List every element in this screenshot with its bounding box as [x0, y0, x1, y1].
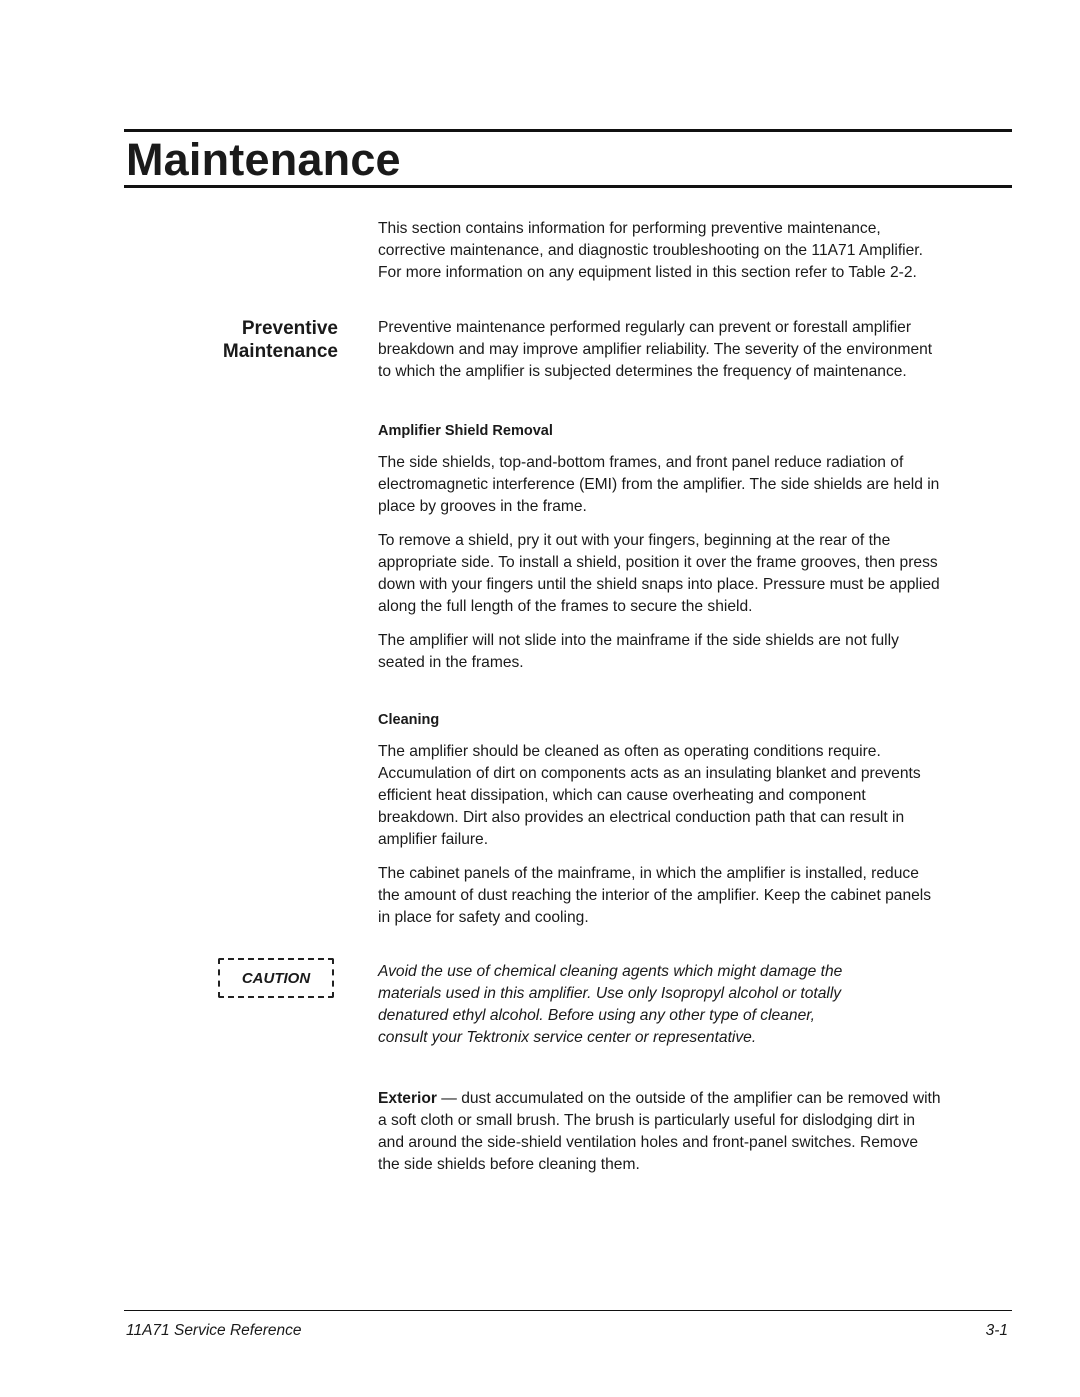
subheading-cleaning: Cleaning [378, 712, 440, 728]
caution-text [378, 961, 842, 1049]
text-line: in place for safety and cooling. [378, 909, 589, 926]
exterior-paragraph [378, 1088, 941, 1176]
title-top-rule [124, 129, 1012, 132]
title-bottom-rule [124, 185, 1012, 188]
preventive-paragraph [378, 317, 932, 383]
shield-paragraph-3 [378, 630, 899, 674]
text-line: The side shields, top-and-bottom frames, and front panel reduce radiation of [378, 454, 904, 471]
text-line: Preventive maintenance performed regularly can prevent or forestall amplifier [378, 319, 912, 336]
text-line: to which the amplifier is subjected determines the frequency of maintenance. [378, 363, 907, 380]
text-line: This section contains information for performing preventive maintenance, [378, 220, 881, 237]
text-line: The cabinet panels of the mainframe, in which the amplifier is installed, reduce [378, 865, 919, 882]
text-line: To remove a shield, pry it out with your fingers, beginning at the rear of the [378, 532, 891, 549]
exterior-lead: Exterior [378, 1090, 437, 1107]
text-line: and around the side-shield ventilation holes and front-panel switches. Remove [378, 1134, 919, 1151]
text-line: electromagnetic interference (EMI) from the amplifier. The side shields are held in [378, 476, 940, 493]
heading-line: Maintenance [222, 341, 338, 362]
exterior-rest [378, 1110, 941, 1176]
text-line: place by grooves in the frame. [378, 498, 587, 515]
footer-rule [124, 1310, 1012, 1311]
text-line: along the full length of the frames to secure the shield. [378, 598, 753, 615]
text-line: The amplifier should be cleaned as often as operating conditions require. [378, 743, 881, 760]
text-line: a soft cloth or small brush. The brush is particularly useful for dislodging dirt in [378, 1112, 916, 1129]
text-line: appropriate side. To install a shield, position it over the frame grooves, then press [378, 554, 938, 571]
heading-line: Preventive [241, 318, 338, 339]
text-line: the amount of dust reaching the interior of the amplifier. Keep the cabinet panels [378, 887, 932, 904]
footer-document-title: 11A71 Service Reference [126, 1322, 302, 1339]
subheading-shield-removal: Amplifier Shield Removal [378, 423, 553, 439]
text-line: consult your Tektronix service center or representative. [378, 1029, 757, 1046]
footer-page-number: 3-1 [985, 1322, 1008, 1339]
text-line: Avoid the use of chemical cleaning agents which might damage the [378, 963, 843, 980]
text-line: corrective maintenance, and diagnostic troubleshooting on the 11A71 Amplifier. [378, 242, 923, 259]
shield-paragraph-2 [378, 530, 940, 618]
exterior-first-line: — dust accumulated on the outside of the amplifier can be removed with [436, 1090, 941, 1107]
text-line: the side shields before cleaning them. [378, 1156, 640, 1173]
text-line: efficient heat dissipation, which can cause overheating and component [378, 787, 866, 804]
caution-badge: CAUTION [218, 958, 334, 998]
section-heading-preventive-maintenance [223, 317, 338, 363]
page-title: Maintenance [126, 134, 401, 185]
text-line: Accumulation of dirt on components acts as an insulating blanket and prevents [378, 765, 921, 782]
text-line: breakdown. Dirt also provides an electrical conduction path that can result in [378, 809, 905, 826]
text-line: materials used in this amplifier. Use only Isopropyl alcohol or totally [378, 985, 842, 1002]
text-line: seated in the frames. [378, 654, 524, 671]
text-line: For more information on any equipment listed in this section refer to Table 2-2. [378, 264, 917, 281]
text-line: denatured ethyl alcohol. Before using any other type of cleaner, [378, 1007, 815, 1024]
shield-paragraph-1 [378, 452, 939, 518]
text-line: breakdown and may improve amplifier reliability. The severity of the environment [378, 341, 933, 358]
cleaning-paragraph-2 [378, 863, 931, 929]
text-line: down with your fingers until the shield snaps into place. Pressure must be applied [378, 576, 940, 593]
cleaning-paragraph-1 [378, 741, 921, 851]
intro-paragraph [378, 218, 923, 284]
text-line: The amplifier will not slide into the mainframe if the side shields are not fully [378, 632, 899, 649]
text-line: amplifier failure. [378, 831, 489, 848]
